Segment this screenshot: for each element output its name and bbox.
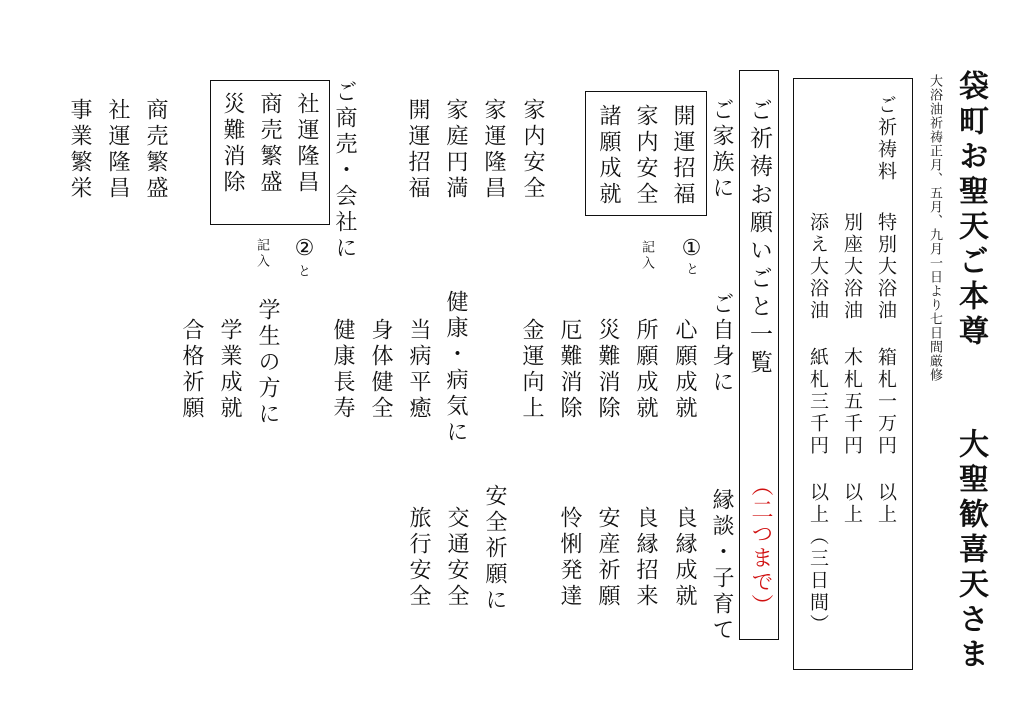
- business-item-3: 事業繁栄: [67, 98, 92, 202]
- self-item-4: 厄難消除: [557, 318, 582, 422]
- kenko-item-2: 身体健全: [368, 318, 393, 422]
- kenko-item-1: 当病平癒: [406, 318, 431, 422]
- business-note: 記入: [254, 238, 269, 270]
- enkatsu-item-3: 安産祈願: [595, 506, 620, 610]
- anzen-heading: 安全祈願に: [482, 484, 507, 614]
- business-item-2: 社運隆昌: [105, 98, 130, 202]
- family-circle-1: ①: [679, 236, 704, 261]
- anzen-item-1: 交通安全: [444, 506, 469, 610]
- family-item-1: 家内安全: [520, 98, 545, 202]
- family-item-2: 家運隆昌: [481, 98, 506, 202]
- title-main: 袋町お聖天ご本尊: [953, 70, 988, 350]
- business-to: と: [295, 264, 310, 277]
- business-item-1: 商売繁盛: [143, 98, 168, 202]
- business-heading: ご商売・会社に: [332, 80, 357, 262]
- family-note: 記入: [639, 240, 654, 272]
- title-deity: 大聖歓喜天さま: [953, 428, 988, 673]
- self-heading: ご自身に: [709, 292, 734, 396]
- fee-line-1: 特別大浴油 箱札一万円 以上: [875, 212, 897, 526]
- gakusei-item-2: 合格祈願: [179, 318, 204, 422]
- business-circle-2: ②: [292, 236, 317, 261]
- family-item-4: 開運招福: [405, 98, 430, 202]
- list-title-main: ご祈祷お願いごと一覧: [746, 98, 772, 378]
- business-box-item-3: 災難消除: [220, 92, 245, 196]
- business-box-item-2: 商売繁盛: [257, 92, 282, 196]
- self-item-2: 所願成就: [633, 318, 658, 422]
- anzen-item-2: 旅行安全: [406, 506, 431, 610]
- self-item-5: 金運向上: [519, 318, 544, 422]
- kenko-item-3: 健康長寿: [330, 318, 355, 422]
- family-to: と: [683, 262, 698, 275]
- enkatsu-item-2: 良縁招来: [633, 506, 658, 610]
- gakusei-item-1: 学業成就: [217, 318, 242, 422]
- enkatsu-item-1: 良縁成就: [672, 506, 697, 610]
- fee-line-3: 添え大浴油 紙札三千円 以上（三日間）: [807, 212, 829, 636]
- family-box-item-3: 諸願成就: [596, 104, 621, 208]
- subtitle: 大浴油祈祷正月、五月、九月一日より七日間厳修: [927, 74, 942, 382]
- self-item-1: 心願成就: [672, 318, 697, 422]
- fee-line-2: 別座大浴油 木札五千円 以上: [841, 212, 863, 526]
- self-item-3: 災難消除: [595, 318, 620, 422]
- gakusei-heading: 学生の方に: [255, 298, 280, 428]
- family-box-item-2: 家内安全: [633, 104, 658, 208]
- kenko-heading: 健康・病気に: [443, 290, 468, 446]
- family-box-item-1: 開運招福: [670, 104, 695, 208]
- family-item-3: 家庭円満: [443, 98, 468, 202]
- fee-heading: ご祈祷料: [875, 95, 897, 183]
- business-box-item-1: 社運隆昌: [294, 92, 319, 196]
- enkatsu-heading: 縁談・子育て: [709, 488, 734, 644]
- family-heading: ご家族に: [709, 98, 734, 202]
- enkatsu-item-4: 怜悧発達: [557, 506, 582, 610]
- list-title-note: （二つまで）: [748, 474, 773, 618]
